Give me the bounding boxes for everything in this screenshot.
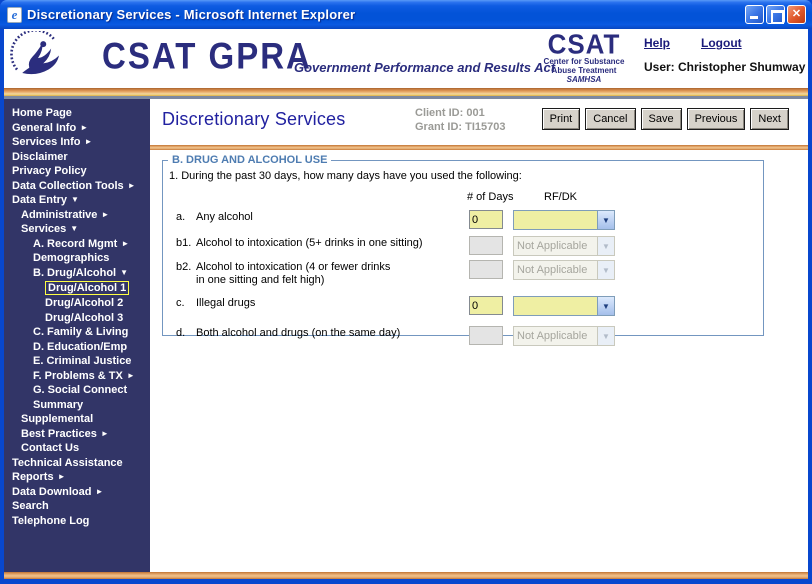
sidebar-item[interactable] bbox=[4, 208, 150, 223]
row-label: Alcohol to intoxication (4 or fewer drinks in one sitting and felt high) bbox=[196, 261, 391, 286]
chevron-right-icon: ► bbox=[100, 428, 109, 438]
minimize-button[interactable] bbox=[745, 5, 764, 24]
chevron-right-icon: ► bbox=[84, 137, 93, 146]
chevron-right-icon: ► bbox=[57, 472, 66, 481]
print-button[interactable]: Print bbox=[542, 108, 581, 130]
chevron-down-icon: ▼ bbox=[597, 237, 614, 255]
sidebar-item-label: Services Info bbox=[12, 136, 81, 148]
column-headers bbox=[163, 191, 763, 208]
form-row bbox=[163, 234, 763, 258]
sidebar-item-label: Privacy Policy bbox=[12, 165, 87, 177]
sidebar-item[interactable] bbox=[4, 325, 150, 340]
content-divider bbox=[150, 145, 808, 150]
logout-link[interactable]: Logout bbox=[701, 36, 742, 50]
sidebar-item[interactable] bbox=[4, 340, 150, 355]
sidebar-item[interactable] bbox=[4, 369, 150, 384]
days-input bbox=[469, 236, 503, 255]
user-label: User: Christopher Shumway bbox=[644, 60, 806, 74]
sidebar-item-label: General Info bbox=[12, 121, 77, 134]
row-label-line2: in one sitting and felt high) bbox=[196, 274, 325, 286]
chevron-right-icon: ► bbox=[95, 486, 104, 496]
sidebar-item[interactable] bbox=[4, 135, 150, 150]
chevron-down-icon: ▼ bbox=[597, 211, 614, 229]
content-area bbox=[150, 99, 808, 572]
sidebar-item[interactable] bbox=[4, 485, 150, 500]
footer-accent-bar bbox=[4, 572, 808, 579]
sidebar-item-label: Drug/Alcohol 2 bbox=[45, 297, 124, 309]
sidebar-item[interactable] bbox=[4, 311, 150, 326]
client-id-label: Client ID: 001 bbox=[415, 107, 485, 119]
row-label: Alcohol to intoxication (5+ drinks in one sitting) bbox=[196, 237, 423, 249]
window-title: Discretionary Services - Microsoft Internet Explorer bbox=[27, 7, 356, 22]
rfdk-column-header: RF/DK bbox=[544, 191, 577, 203]
title-bar bbox=[0, 0, 812, 29]
sidebar-item-label: B. Drug/Alcohol bbox=[33, 266, 117, 279]
next-button[interactable]: Next bbox=[750, 108, 789, 130]
sidebar-item-label: Search bbox=[12, 500, 49, 512]
sidebar-item-label: A. Record Mgmt bbox=[33, 237, 118, 250]
csat-logo bbox=[528, 31, 640, 84]
page-title: Discretionary Services bbox=[162, 109, 346, 129]
rfdk-selected-value bbox=[514, 211, 597, 229]
maximize-button[interactable] bbox=[766, 5, 785, 24]
chevron-down-icon: ▼ bbox=[597, 261, 614, 279]
sidebar-item-label: Reports bbox=[12, 471, 54, 483]
question-text: 1. During the past 30 days, how many days have you used the following: bbox=[169, 170, 522, 182]
sidebar-item[interactable] bbox=[4, 427, 150, 442]
rfdk-selected-value: Not Applicable bbox=[517, 264, 588, 276]
sidebar-item[interactable] bbox=[4, 121, 150, 136]
sidebar-item[interactable] bbox=[4, 412, 150, 427]
sidebar-item[interactable] bbox=[4, 222, 150, 237]
sidebar-item[interactable] bbox=[4, 441, 150, 456]
row-label: Any alcohol bbox=[196, 211, 253, 223]
app-header bbox=[4, 29, 808, 88]
brand-tagline: Government Performance and Results Act bbox=[294, 60, 556, 75]
internet-explorer-icon bbox=[7, 7, 22, 23]
sidebar-item[interactable] bbox=[4, 280, 150, 296]
brand-title: CSAT GPRA bbox=[102, 35, 312, 77]
chevron-down-icon: ▼ bbox=[71, 195, 79, 204]
sidebar-item[interactable] bbox=[4, 296, 150, 311]
sidebar-item-label: Data Entry bbox=[12, 194, 68, 206]
csat-logo-line1: Center for Substance bbox=[543, 57, 625, 66]
sidebar-item[interactable] bbox=[4, 456, 150, 471]
sidebar-item-label: Data Collection Tools bbox=[12, 179, 124, 192]
sidebar-item-label: Drug/Alcohol 1 bbox=[45, 281, 129, 295]
sidebar-item-label: F. Problems & TX bbox=[33, 369, 123, 382]
help-link[interactable]: Help bbox=[644, 36, 671, 50]
sidebar-item[interactable] bbox=[4, 237, 150, 252]
sidebar-item[interactable] bbox=[4, 106, 150, 121]
row-label: Both alcohol and drugs (on the same day) bbox=[196, 327, 401, 339]
window-controls bbox=[745, 5, 806, 24]
form-rows bbox=[163, 208, 763, 346]
sidebar-item-label: Services bbox=[21, 223, 67, 235]
rfdk-select bbox=[513, 260, 615, 280]
sidebar-item[interactable] bbox=[4, 164, 150, 179]
rfdk-select bbox=[513, 326, 615, 346]
sidebar-nav bbox=[4, 99, 150, 572]
sidebar-item[interactable] bbox=[4, 514, 150, 529]
sidebar-item-label: D. Education/Emp bbox=[33, 340, 128, 353]
close-button[interactable] bbox=[787, 5, 806, 24]
sidebar-item[interactable] bbox=[4, 499, 150, 514]
row-prefix: c. bbox=[176, 297, 185, 309]
chevron-down-icon: ▼ bbox=[120, 267, 129, 277]
sidebar-item[interactable] bbox=[4, 179, 150, 194]
sidebar-item[interactable] bbox=[4, 470, 150, 485]
row-prefix: b1. bbox=[176, 237, 192, 249]
sidebar-item-label: Supplemental bbox=[21, 413, 94, 425]
sidebar-item[interactable] bbox=[4, 193, 150, 208]
row-prefix: a. bbox=[176, 211, 186, 223]
sidebar-item[interactable] bbox=[4, 251, 150, 266]
chevron-right-icon: ► bbox=[127, 180, 136, 190]
days-input[interactable] bbox=[469, 296, 503, 315]
page-body bbox=[4, 29, 808, 572]
sidebar-item-label: Home Page bbox=[12, 107, 72, 119]
sidebar-item-label: Summary bbox=[33, 398, 84, 411]
chevron-down-icon: ▼ bbox=[70, 224, 79, 233]
sidebar-item-label: Best Practices bbox=[21, 427, 97, 440]
row-label: Illegal drugs bbox=[196, 297, 256, 309]
save-button[interactable]: Save bbox=[641, 108, 682, 130]
previous-button[interactable]: Previous bbox=[687, 108, 746, 130]
samhsa-label: SAMHSA bbox=[566, 75, 602, 84]
grant-id-label: Grant ID: TI15703 bbox=[415, 121, 506, 133]
sidebar-item[interactable] bbox=[4, 266, 150, 281]
sidebar-item[interactable] bbox=[4, 383, 150, 398]
sidebar-item-label: C. Family & Living bbox=[33, 326, 129, 338]
client-grant-ids bbox=[415, 106, 505, 134]
rfdk-selected-value: Not Applicable bbox=[517, 330, 588, 342]
sidebar-item-label: G. Social Connect bbox=[33, 384, 128, 396]
days-input bbox=[469, 260, 503, 279]
form-row bbox=[163, 258, 763, 294]
sidebar-item[interactable] bbox=[4, 150, 150, 165]
row-prefix: d. bbox=[176, 327, 186, 339]
sidebar-item-label: Telephone Log bbox=[12, 514, 90, 527]
rfdk-select bbox=[513, 236, 615, 256]
rfdk-selected-value: Not Applicable bbox=[517, 240, 588, 252]
chevron-down-icon: ▼ bbox=[597, 297, 614, 315]
days-input[interactable] bbox=[469, 210, 503, 229]
form-row bbox=[163, 208, 763, 234]
chevron-right-icon: ► bbox=[80, 122, 89, 132]
sidebar-item-label: Contact Us bbox=[21, 442, 80, 454]
hhs-eagle-logo bbox=[10, 31, 66, 87]
form-row bbox=[163, 294, 763, 324]
days-column-header: # of Days bbox=[467, 191, 514, 203]
csat-logo-line2: Abuse Treatment bbox=[551, 66, 617, 75]
days-input bbox=[469, 326, 503, 345]
sidebar-item-label: Data Download bbox=[12, 485, 92, 498]
row-prefix: b2. bbox=[176, 261, 192, 273]
rfdk-select[interactable] bbox=[513, 296, 615, 316]
rfdk-selected-value bbox=[514, 297, 597, 315]
toolbar bbox=[542, 108, 789, 130]
drug-alcohol-fieldset bbox=[162, 154, 764, 342]
fieldset-legend: B. DRUG AND ALCOHOL USE bbox=[172, 154, 328, 166]
sidebar-item-label: Drug/Alcohol 3 bbox=[45, 311, 124, 324]
form-row bbox=[163, 324, 763, 346]
header-accent-stripe bbox=[4, 88, 808, 96]
cancel-button[interactable]: Cancel bbox=[585, 108, 635, 130]
sidebar-item-label: Disclaimer bbox=[12, 150, 68, 163]
sidebar-item[interactable] bbox=[4, 398, 150, 413]
chevron-down-icon: ▼ bbox=[597, 327, 614, 345]
sidebar-item-label: E. Criminal Justice bbox=[33, 355, 132, 367]
csat-logo-title: CSAT bbox=[547, 29, 621, 60]
chevron-right-icon: ► bbox=[101, 209, 110, 219]
rfdk-select[interactable] bbox=[513, 210, 615, 230]
sidebar-item-label: Demographics bbox=[33, 252, 110, 264]
sidebar-item-label: Administrative bbox=[21, 208, 98, 221]
sidebar-item-label: Technical Assistance bbox=[12, 456, 123, 469]
chevron-right-icon: ► bbox=[121, 238, 130, 248]
chevron-right-icon: ► bbox=[126, 370, 135, 380]
sidebar-item[interactable] bbox=[4, 354, 150, 369]
